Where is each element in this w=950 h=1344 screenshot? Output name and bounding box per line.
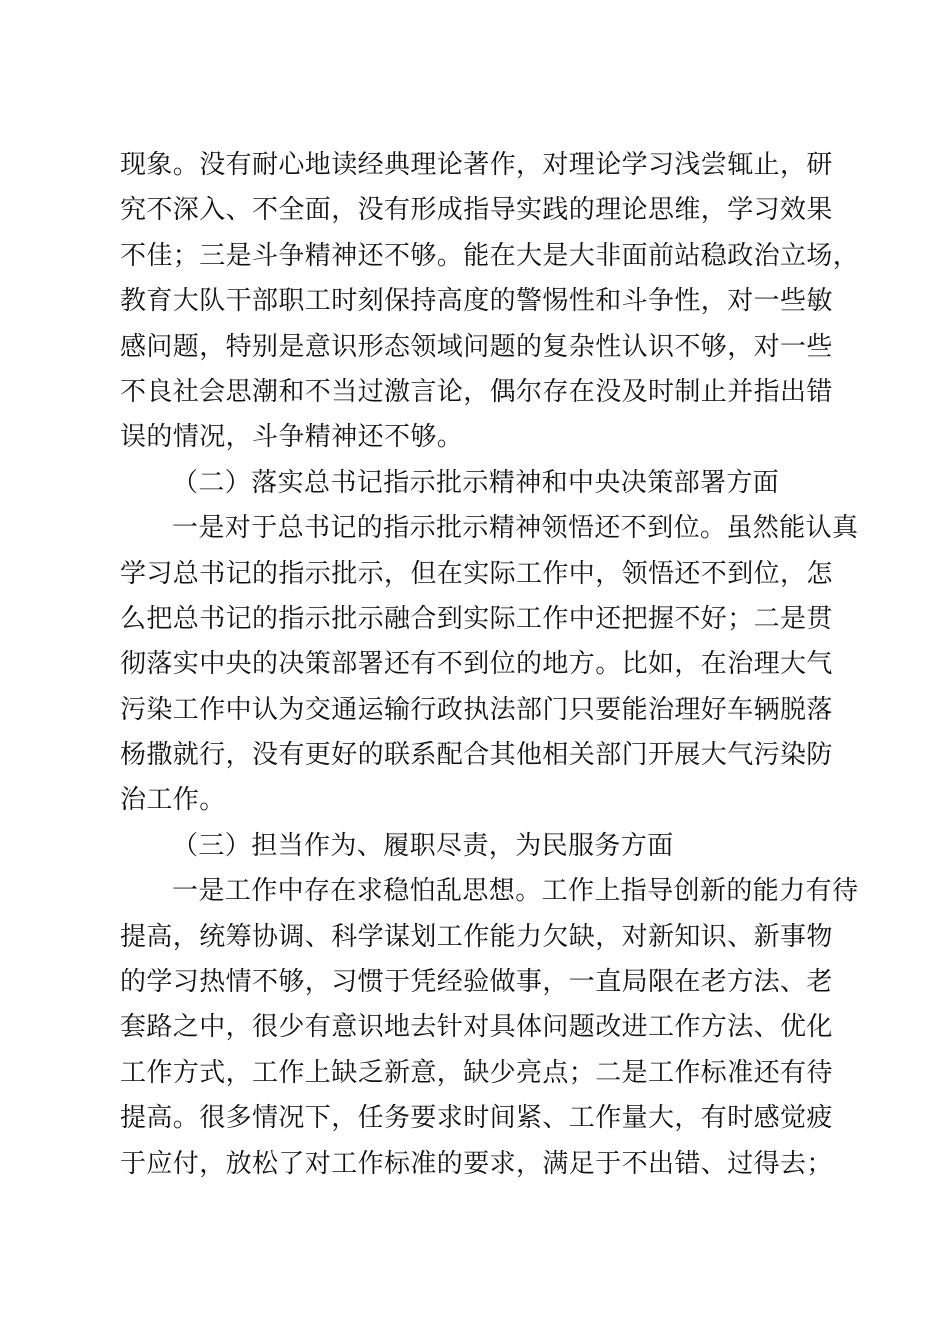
paragraph-line: 套路之中，很少有意识地去针对具体问题改进工作方法、优化 [120, 1012, 833, 1043]
paragraph-line: 污染工作中认为交通运输行政执法部门只要能治理好车辆脱落 [120, 694, 833, 725]
paragraph-line: 工作方式，工作上缺乏新意，缺少亮点；二是工作标准还有待 [120, 1057, 833, 1088]
paragraph-line: 现象。没有耐心地读经典理论著作，对理论学习浅尝辄止，研 [120, 150, 833, 180]
paragraph-line: 彻落实中央的决策部署还有不到位的地方。比如，在治理大气 [120, 649, 833, 680]
section-heading-3: （三）担当作为、履职尽责，为民服务方面 [172, 830, 674, 861]
paragraph-line: 教育大队干部职工时刻保持高度的警惕性和斗争性，对一些敏 [120, 286, 833, 317]
paragraph-line: 提高，统筹协调、科学谋划工作能力欠缺，对新知识、新事物 [120, 921, 833, 952]
section-heading-2: （二）落实总书记指示批示精神和中央决策部署方面 [172, 467, 780, 498]
paragraph-line: 一是对于总书记的指示批示精神领悟还不到位。虽然能认真 [172, 513, 859, 544]
paragraph-line: 杨撒就行，没有更好的联系配合其他相关部门开展大气污染防 [120, 740, 833, 771]
paragraph-line: 误的情况，斗争精神还不够。 [120, 422, 464, 453]
paragraph-line: 治工作。 [120, 785, 226, 816]
paragraph-line: 究不深入、不全面，没有形成指导实践的理论思维，学习效果 [120, 195, 833, 226]
paragraph-line: 不良社会思潮和不当过激言论，偶尔存在没及时制止并指出错 [120, 376, 833, 407]
paragraph-line: 么把总书记的指示批示融合到实际工作中还把握不好；二是贯 [120, 603, 833, 634]
paragraph-line: 不佳；三是斗争精神还不够。能在大是大非面前站稳政治立场， [120, 240, 860, 271]
paragraph-line: 感问题，特别是意识形态领域问题的复杂性认识不够，对一些 [120, 331, 833, 362]
paragraph-line: 的学习热情不够，习惯于凭经验做事，一直局限在老方法、老 [120, 967, 833, 998]
paragraph-line: 提高。很多情况下，任务要求时间紧、工作量大，有时感觉疲 [120, 1103, 833, 1134]
paragraph-line: 于应付，放松了对工作标准的要求，满足于不出错、过得去； [120, 1148, 833, 1179]
paragraph-line: 一是工作中存在求稳怕乱思想。工作上指导创新的能力有待 [172, 876, 859, 907]
paragraph-line: 学习总书记的指示批示，但在实际工作中，领悟还不到位，怎 [120, 558, 833, 589]
document-body [120, 143, 860, 1187]
